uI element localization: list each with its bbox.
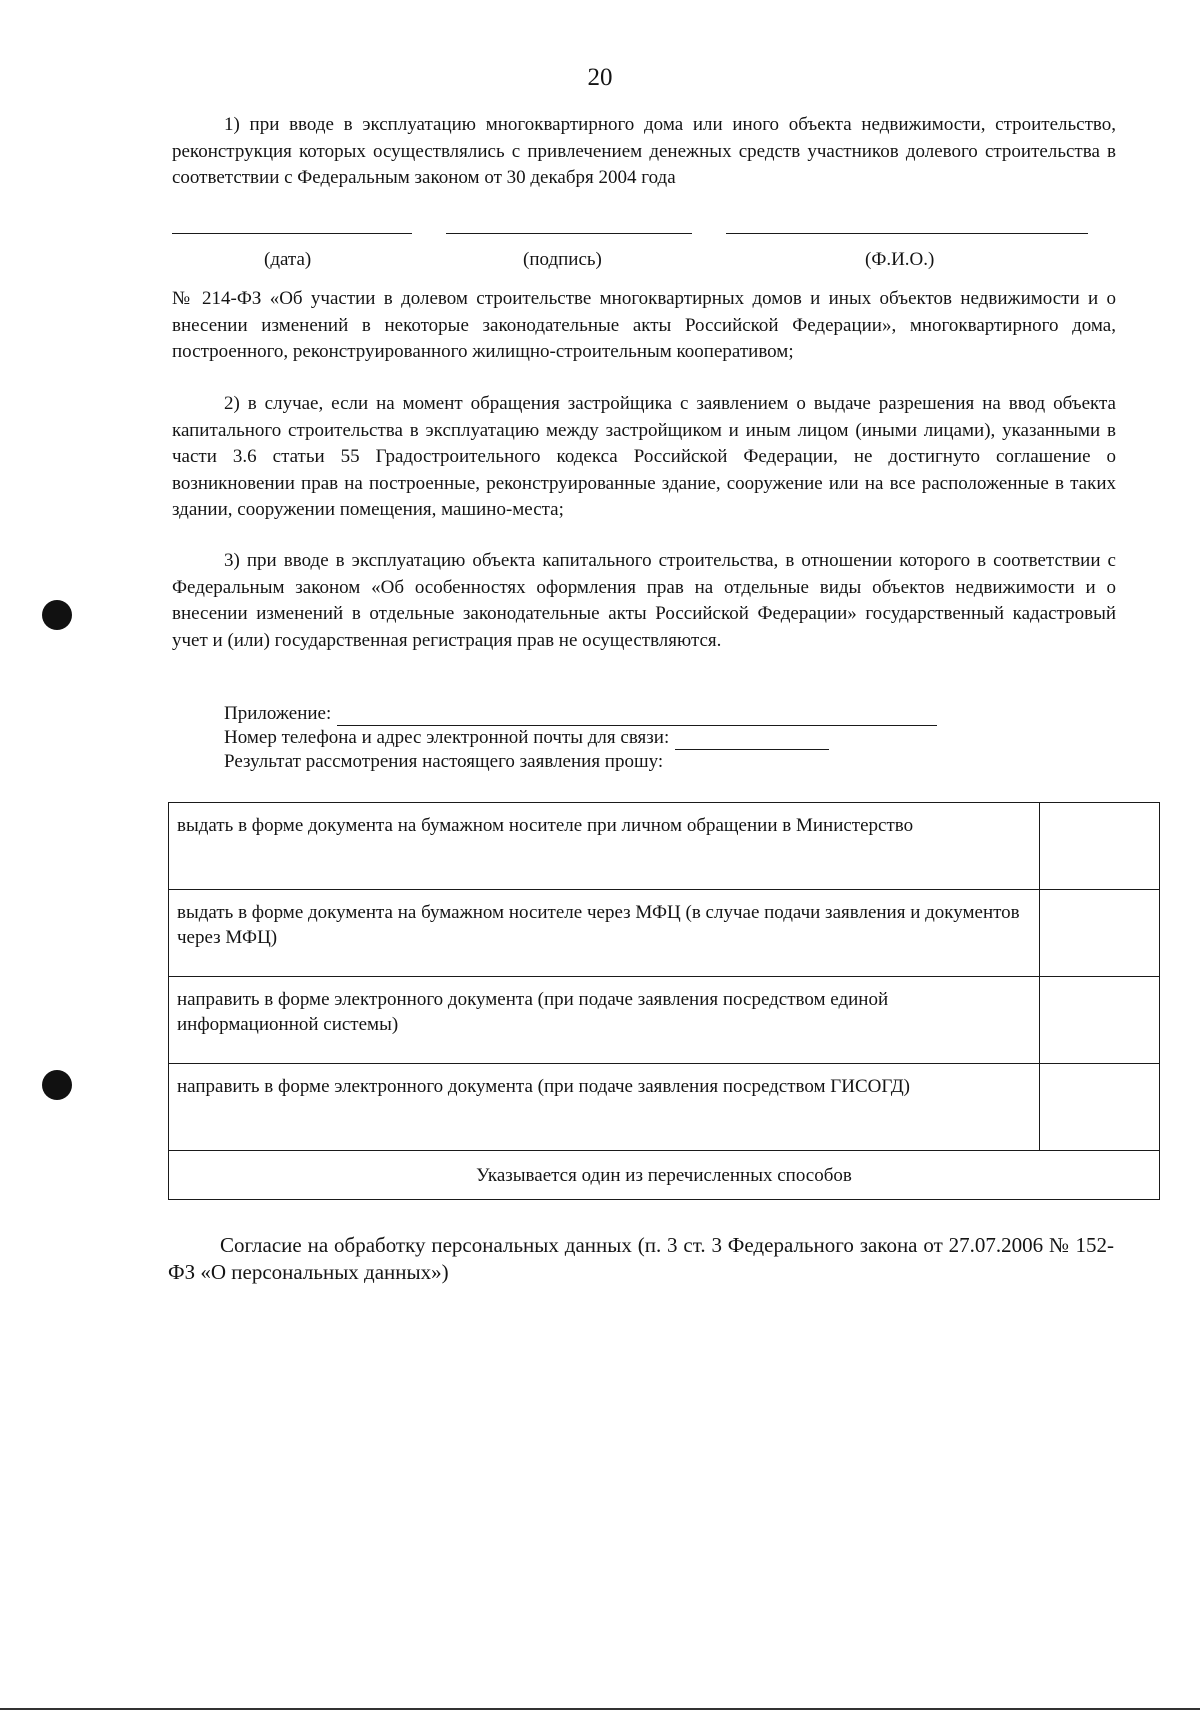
paragraph-2: 2) в случае, если на момент обращения застройщика с заявлением о выдаче разрешения на ввод объекта капитального строительства в эксплуатацию между застройщиком и иным лицом (иными лицами), указанными в части 3.6 статьи 55 Градостроительного кодекса Российской Федерации, не достигнуто соглашение о возникновении прав на построенные, реконструированные здание, сооружение или на все расположенные в таких здании, сооружении помещения, машино-места; <box>172 393 1116 520</box>
contact-field[interactable] <box>675 730 829 750</box>
attachment-row <box>224 702 937 726</box>
option-paper-in-person-checkbox[interactable] <box>1040 803 1160 890</box>
result-row <box>224 750 937 774</box>
option-electronic-gisogd-checkbox[interactable] <box>1040 1064 1160 1151</box>
consent-text: Согласие на обработку персональных данных (п. 3 ст. 3 Федерального закона от 27.07.2006 № 152-ФЗ «О персональных данных») <box>168 1233 1114 1284</box>
option-electronic-gisogd: направить в форме электронного документа (при подаче заявления посредством ГИСОГД) <box>169 1064 1040 1151</box>
punch-hole-lower <box>42 1070 72 1100</box>
option-paper-in-person: выдать в форме документа на бумажном носителе при личном обращении в Министерство <box>169 803 1040 890</box>
date-line[interactable] <box>172 233 412 234</box>
table-row <box>169 977 1160 1064</box>
option-paper-via-mfc: выдать в форме документа на бумажном носителе через МФЦ (в случае подачи заявления и документов через МФЦ) <box>169 890 1040 977</box>
signature-line[interactable] <box>446 233 692 234</box>
result-note: Указывается один из перечисленных способов <box>169 1151 1160 1200</box>
result-options-table <box>168 802 1160 1200</box>
signature-label: (подпись) <box>523 249 602 270</box>
paragraph-3: 3) при вводе в эксплуатацию объекта капитального строительства, в отношении которого в соответствии с Федеральным законом «Об особенностях оформления прав на отдельные виды объектов недвижимости и о внесении изменений в отдельные законодательные акты Российской Федерации» государственный кадастровый учет и (или) государственная регистрация прав не осуществляются. <box>172 550 1116 651</box>
option-electronic-unified-system: направить в форме электронного документа (при подаче заявления посредством единой информационной системы) <box>169 977 1040 1064</box>
date-label: (дата) <box>264 249 312 270</box>
page-number: 20 <box>587 64 613 91</box>
scan-bottom-edge <box>0 1708 1200 1710</box>
punch-hole-upper <box>42 600 72 630</box>
option-paper-via-mfc-checkbox[interactable] <box>1040 890 1160 977</box>
table-row <box>169 1151 1160 1200</box>
table-row <box>169 803 1160 890</box>
table-row <box>169 890 1160 977</box>
paragraph-1-start: 1) при вводе в эксплуатацию многоквартирного дома или иного объекта недвижимости, строительство, реконструкция которых осуществлялись с привлечением денежных средств участников долевого строительства в соответствии с Федеральным законом от 30 декабря 2004 года <box>172 114 1116 188</box>
attachment-block <box>224 702 937 774</box>
result-label: Результат рассмотрения настоящего заявления прошу: <box>224 751 664 772</box>
name-label: (Ф.И.О.) <box>865 249 935 270</box>
contact-row <box>224 726 937 750</box>
table-row <box>169 1064 1160 1151</box>
paragraph-1-continued: № 214-ФЗ «Об участии в долевом строительстве многоквартирных домов и иных объектов недвижимости и о внесении изменений в некоторые законодательные акты Российской Федерации», многоквартирного дома, построенного, реконструированного жилищно-строительным кооперативом; <box>172 288 1116 362</box>
option-electronic-unified-system-checkbox[interactable] <box>1040 977 1160 1064</box>
contact-label: Номер телефона и адрес электронной почты для связи: <box>224 727 670 748</box>
attachment-label: Приложение: <box>224 703 332 724</box>
attachment-field[interactable] <box>337 706 937 726</box>
signature-lines <box>0 233 1200 235</box>
name-line[interactable] <box>726 233 1088 234</box>
